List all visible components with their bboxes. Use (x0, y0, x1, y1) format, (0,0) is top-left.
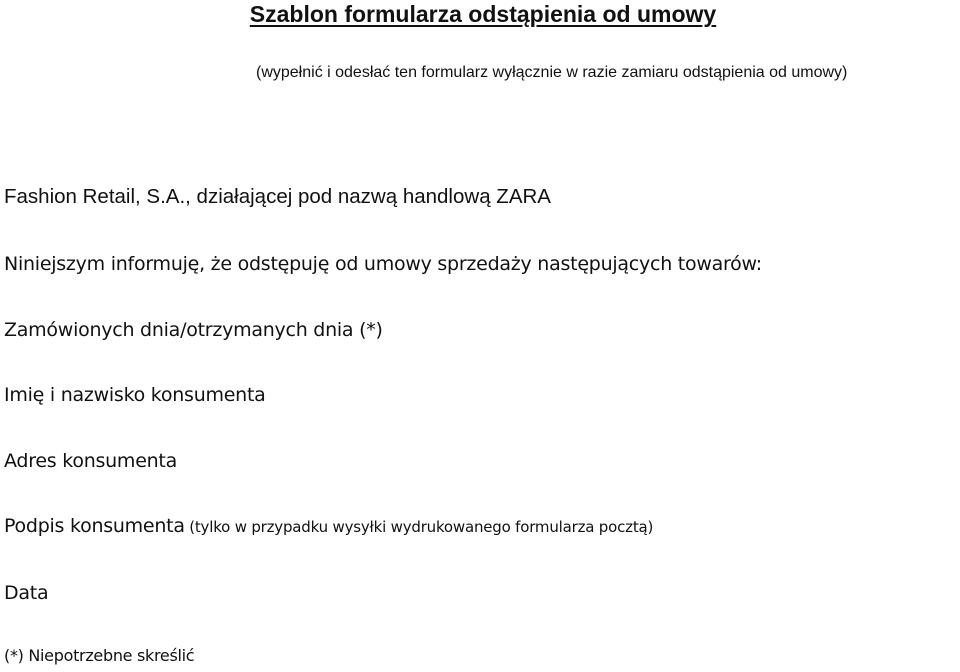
page-title: Szablon formularza odstąpienia od umowy (249, 1, 717, 27)
consumer-address-label: Adres konsumenta (4, 450, 178, 472)
date-label: Data (4, 582, 49, 604)
signature-note: (tylko w przypadku wysyłki wydrukowanego formularza pocztą) (189, 518, 654, 536)
withdrawal-notice: Niniejszym informuję, że odstępuję od umowy sprzedaży następujących towarów: (4, 253, 762, 275)
form-instruction: (wypełnić i odesłać ten formularz wyłącznie w razie zamiaru odstąpienia od umowy) (256, 64, 848, 81)
ordered-received-date-line: Zamówionych dnia/otrzymanych dnia (*) (4, 319, 383, 341)
consumer-signature-label: Podpis konsumenta (4, 515, 185, 537)
consumer-name-label: Imię i nazwisko konsumenta (4, 384, 266, 406)
signature-row (4, 515, 653, 537)
footnote: (*) Niepotrzebne skreślić (4, 646, 195, 665)
company-line: Fashion Retail, S.A., działającej pod nazwą handlową ZARA (4, 185, 551, 208)
